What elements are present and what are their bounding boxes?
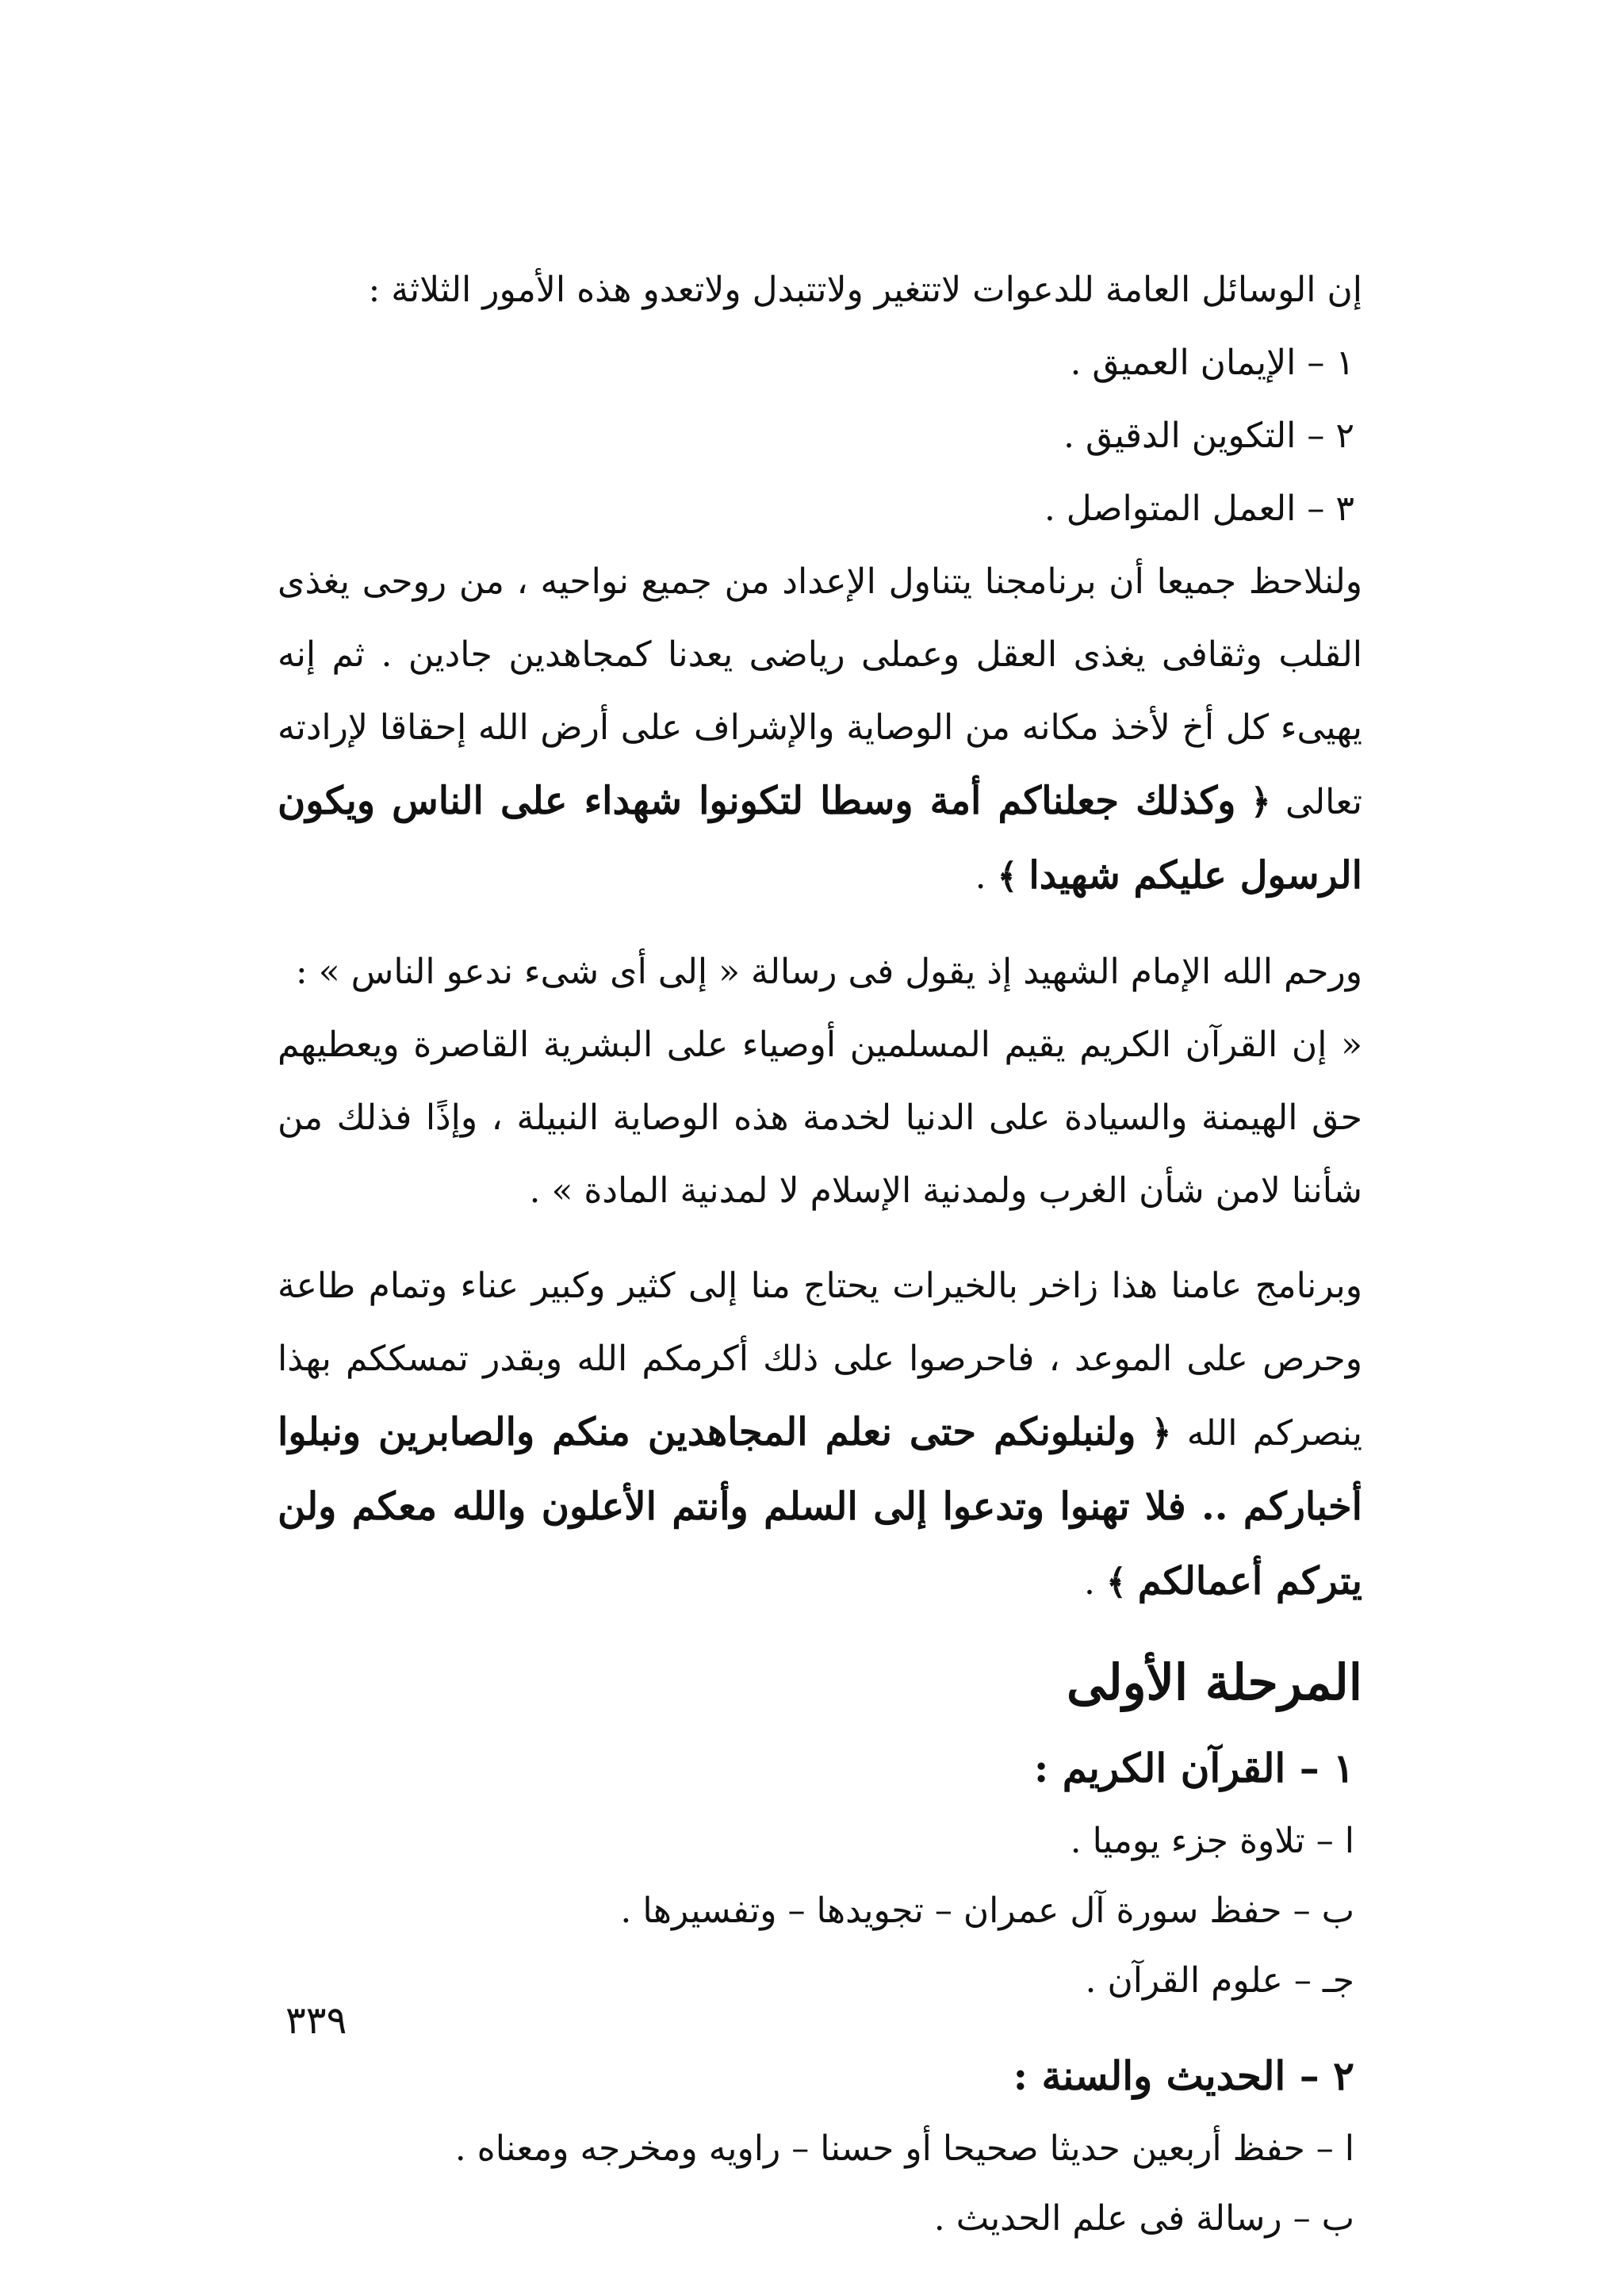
section-item: ب – حفظ سورة آل عمران – تجويدها – وتفسيرها .: [620, 1891, 1354, 1931]
means-item-1: ١ – الإيمان العميق .: [1070, 343, 1354, 383]
means-item-2: ٢ – التكوين الدقيق .: [1063, 416, 1354, 456]
quran-open-bracket: ﴿: [1250, 782, 1271, 822]
quran-verse-1: وكذلك جعلناكم أمة وسطا لتكونوا شهداء على الناس ويكون الرسول عليكم شهيدا: [278, 779, 1362, 898]
year-program-text: وبرنامج عامنا هذا زاخر بالخيرات يحتاج منا إلى كثير وكبير عناء وتمام طاعة وحرص على الموعد ، فاحرصوا على ذلك أكرمكم الله وبقدر تمسككم بهذا ينصركم الله: [278, 1266, 1362, 1454]
imam-quote: « إن القرآن الكريم يقيم المسلمين أوصياء على البشرية القاصرة ويعطيهم حق الهيمنة والسيادة على الدنيا لخدمة هذه الوصاية النبيلة ، وإذًا فذلك من شأننا لامن شأن الغرب ولمدنية الإسلام لا لمدنية المادة » .: [278, 1025, 1362, 1211]
quran-open-bracket-2: ﴿: [1151, 1413, 1172, 1454]
paragraph-year-program: [278, 1250, 1362, 1619]
section-quran: [278, 1730, 1362, 2016]
quran-verse-2: ولنبلونكم حتى نعلم المجاهدين منكم والصابرين ونبلوا أخباركم .. فلا تهنوا وتدعوا إلى السلم وأنتم الأعلون والله معكم ولن يتركم أعمالكم: [278, 1410, 1362, 1603]
quran-close-bracket: ﴾: [997, 856, 1018, 897]
page-number: ٣٣٩: [285, 1998, 347, 2043]
paragraph-end: .: [975, 856, 998, 897]
section-title-quran: ١ – القرآن الكريم :: [1033, 1745, 1354, 1791]
means-item-3: ٣ – العمل المتواصل .: [1044, 488, 1354, 529]
means-list: [278, 327, 1362, 546]
section-item: ب – رسالة فى علم الحديث .: [933, 2198, 1354, 2239]
intro-line: إن الوسائل العامة للدعوات لاتتغير ولاتتبدل ولاتعدو هذه الأمور الثلاثة :: [368, 270, 1362, 310]
paragraph-imam: [278, 936, 1362, 1228]
paragraph-program: [278, 546, 1362, 914]
quran-close-bracket-2: ﴾: [1105, 1562, 1127, 1603]
section-hadith: [278, 2038, 1362, 2254]
imam-lead: ورحم الله الإمام الشهيد إذ يقول فى رسالة « إلى أى شىء ندعو الناس » :: [295, 952, 1362, 992]
stage-title: المرحلة الأولى: [1067, 1653, 1362, 1711]
paragraph-program-text: ولنلاحظ جميعا أن برنامجنا يتناول الإعداد من جميع نواحيه ، من روحى يغذى القلب وثقافى يغذى العقل وعملى رياضى يعدنا كمجاهدين جادين . ثم إنه يهيىء كل أخ لأخذ مكانه من الوصاية والإشراف على أرض الله إحقاقا لإرادته تعالى: [278, 561, 1362, 822]
section-item: ا – تلاوة جزء يوميا .: [1070, 1821, 1354, 1861]
page-content: [278, 254, 1362, 2254]
section-item: جـ – علوم القرآن .: [1085, 1960, 1354, 2001]
section-item: ا – حفظ أربعين حديثا صحيحا أو حسنا – راويه ومخرجه ومعناه .: [454, 2128, 1354, 2169]
section-title-hadith: ٢ – الحديث والسنة :: [1013, 2052, 1354, 2099]
paragraph-end-2: .: [1083, 1562, 1106, 1603]
